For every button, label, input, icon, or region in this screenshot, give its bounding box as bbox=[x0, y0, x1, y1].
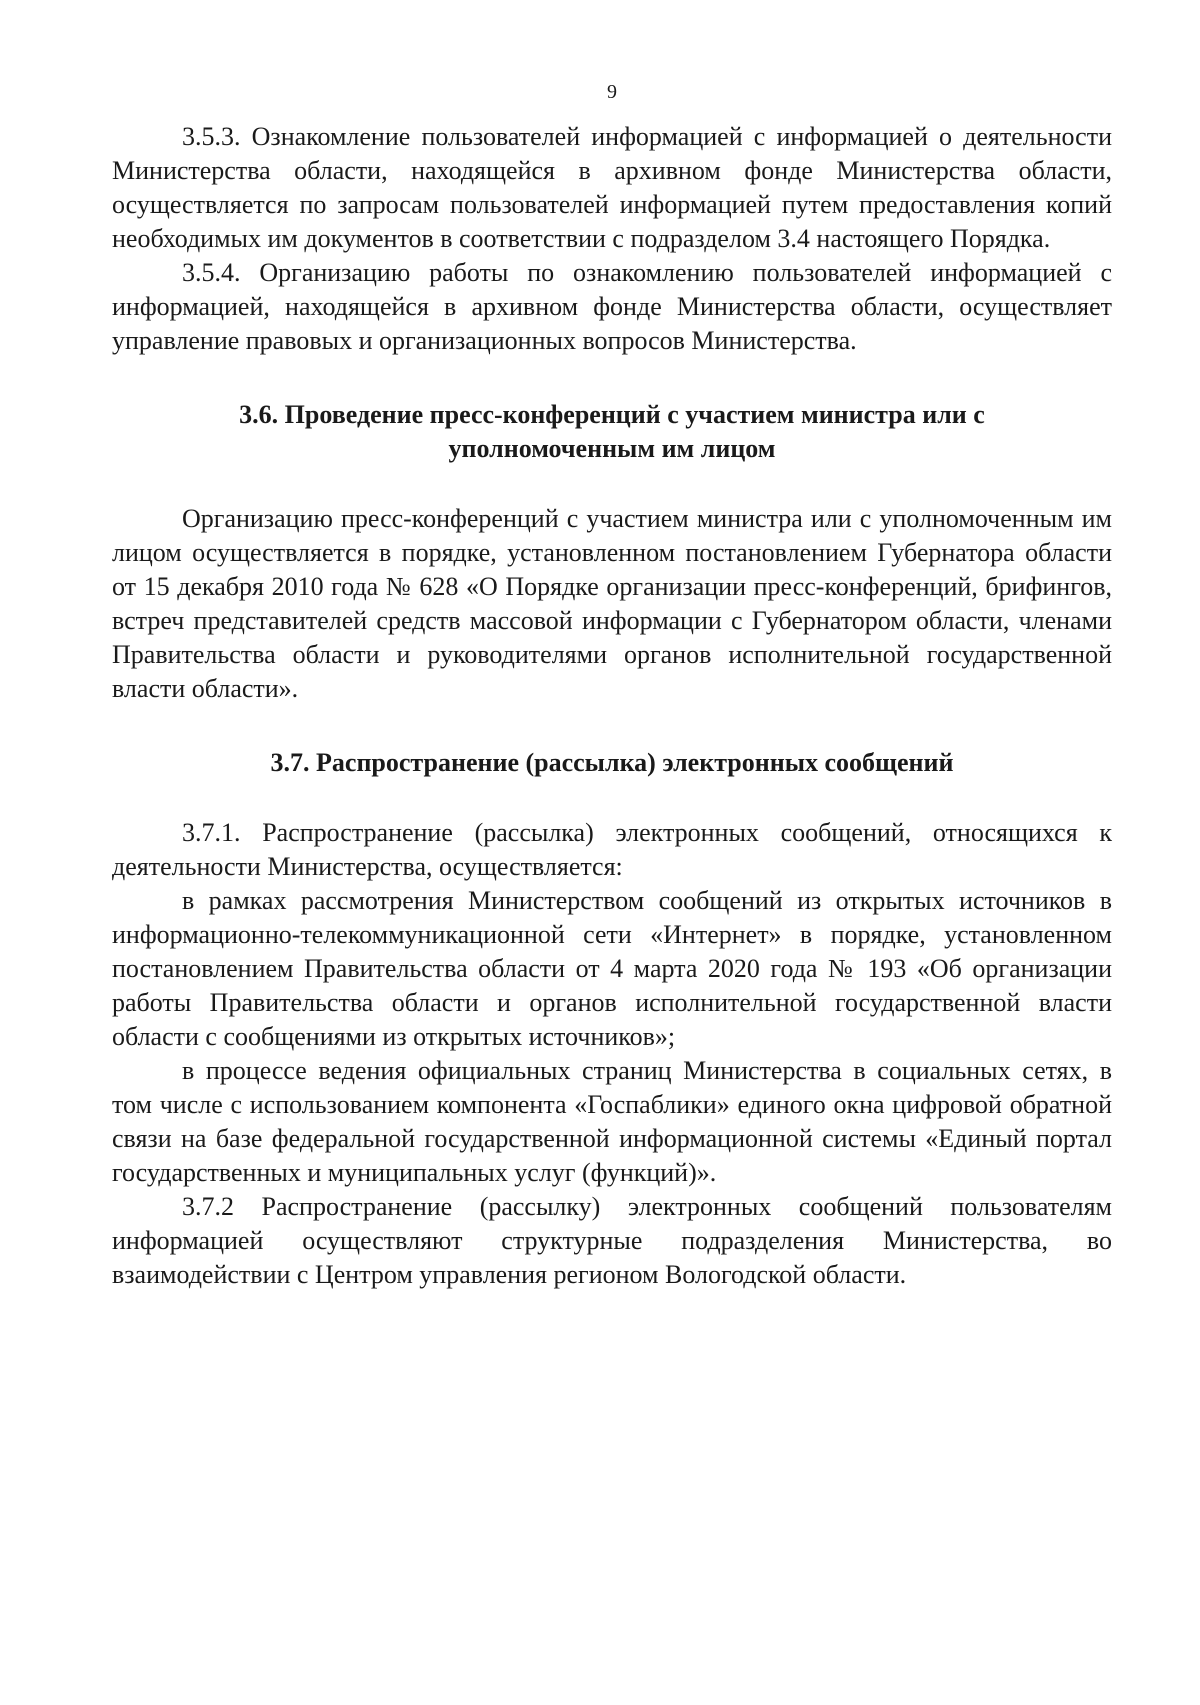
section-heading-3-7: 3.7. Распространение (рассылка) электронных сообщений bbox=[270, 748, 954, 777]
page-number: 9 bbox=[607, 81, 617, 103]
paragraph-3-7-1-item-2: в процессе ведения официальных страниц Министерства в социальных сетях, в том числе с использованием компонента «Госпаблики» единого окна цифровой обратной связи на базе федеральной государственной информационной системы «Единый портал государственных и муниципальных услуг (функций)». bbox=[112, 1056, 1112, 1187]
section-heading-3-6 bbox=[112, 398, 1112, 466]
spacer bbox=[112, 706, 1112, 746]
spacer bbox=[112, 780, 1112, 816]
document-body bbox=[112, 120, 1112, 1292]
paragraph-3-7-1: 3.7.1. Распространение (рассылка) электронных сообщений, относящихся к деятельности Министерства, осуществляется: bbox=[112, 818, 1112, 881]
paragraph-3-6: Организацию пресс-конференций с участием министра или с уполномоченным им лицом осуществляется в порядке, установленном постановлением Губернатора области от 15 декабря 2010 года № 628 «О Порядке организации пресс-конференций, брифингов, встреч представителей средств массовой информации с Губернатором области, членами Правительства области и руководителями органов исполнительной государственной власти области». bbox=[112, 504, 1112, 703]
spacer bbox=[112, 466, 1112, 502]
section-heading-3-6-line2: уполномоченным им лицом bbox=[448, 434, 776, 463]
paragraph-3-7-1-item-1: в рамках рассмотрения Министерством сообщений из открытых источников в информационно-телекоммуникационной сети «Интернет» в порядке, установленном постановлением Правительства области от 4 марта 2020 года № 193 «Об организации работы Правительства области и органов исполнительной государственной власти области с сообщениями из открытых источников»; bbox=[112, 886, 1112, 1051]
paragraph-3-7-2: 3.7.2 Распространение (рассылку) электронных сообщений пользователям информацией осуществляют структурные подразделения Министерства, во взаимодействии с Центром управления регионом Вологодской области. bbox=[112, 1192, 1112, 1289]
spacer bbox=[112, 358, 1112, 398]
paragraph-3-5-3: 3.5.3. Ознакомление пользователей информацией с информацией о деятельности Министерства области, находящейся в архивном фонде Министерства области, осуществляется по запросам пользователей информацией путем предоставления копий необходимых им документов в соответствии с подразделом 3.4 настоящего Порядка. bbox=[112, 122, 1112, 253]
section-heading-3-6-line1: 3.6. Проведение пресс-конференций с участием министра или с bbox=[239, 400, 985, 429]
paragraph-3-5-4: 3.5.4. Организацию работы по ознакомлению пользователей информацией с информацией, находящейся в архивном фонде Министерства области, осуществляет управление правовых и организационных вопросов Министерства. bbox=[112, 258, 1112, 355]
